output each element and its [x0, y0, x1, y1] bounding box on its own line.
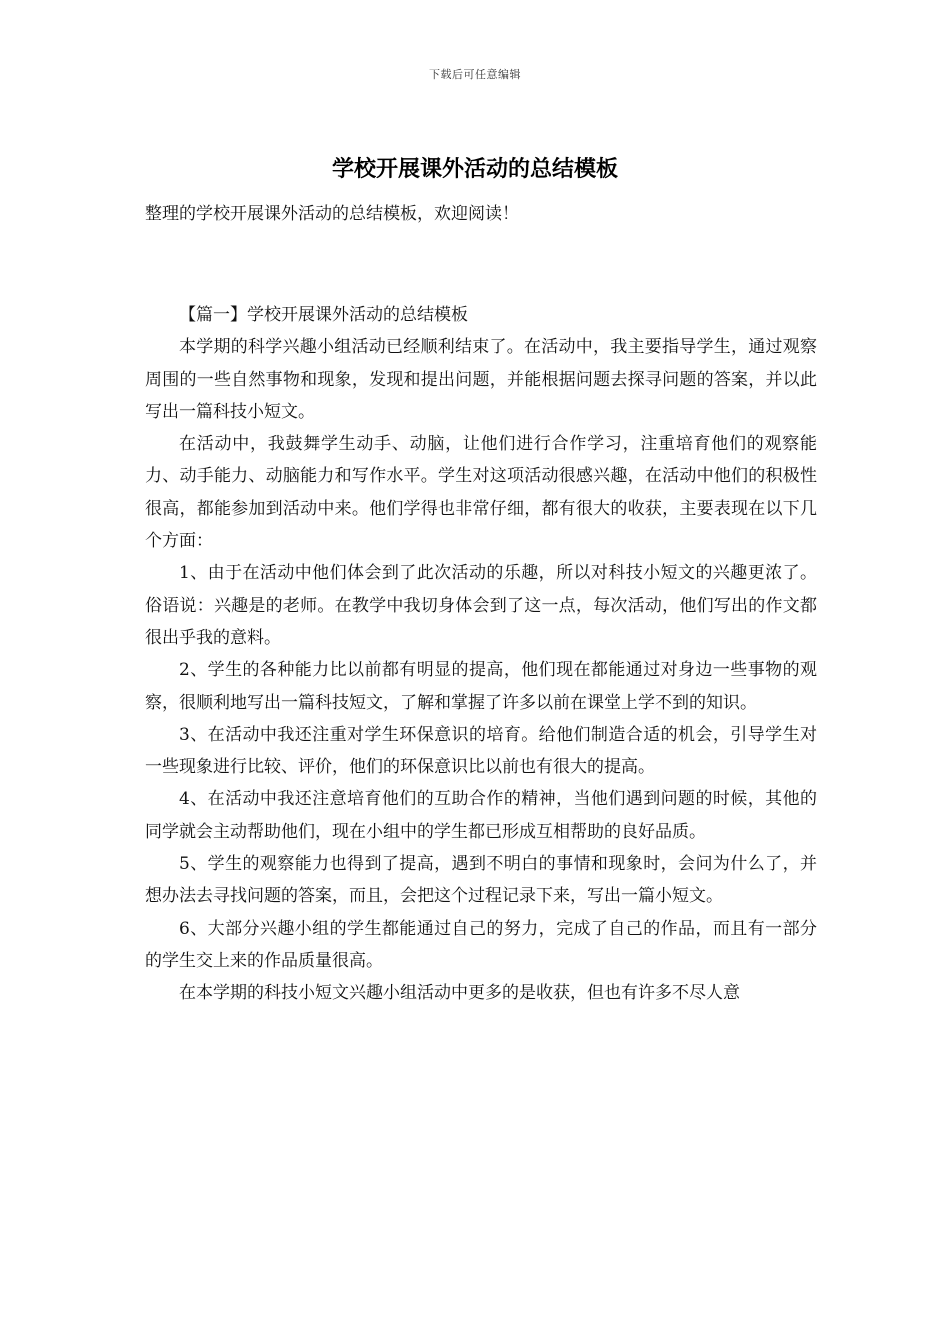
- document-body: [145, 299, 817, 1010]
- list-item-4: 4、在活动中我还注意培育他们的互助合作的精神，当他们遇到问题的时候，其他的同学就会主动帮助他们，现在小组中的学生都已形成互相帮助的良好品质。: [145, 789, 817, 842]
- document-title: 学校开展课外活动的总结模板: [331, 156, 618, 182]
- section-heading: 【篇一】学校开展课外活动的总结模板: [179, 305, 468, 325]
- page-header-note: 下载后可任意编辑: [429, 68, 521, 81]
- paragraph: 在本学期的科技小短文兴趣小组活动中更多的是收获，但也有许多不尽人意: [179, 983, 740, 1004]
- list-item-3: 3、在活动中我还注重对学生环保意识的培育。给他们制造合适的机会，引导学生对一些现象进行比较、评价，他们的环保意识比以前也有很大的提高。: [145, 724, 817, 778]
- list-item-5: 5、学生的观察能力也得到了提高，遇到不明白的事情和现象时，会问为什么了，并想办法去寻找问题的答案，而且，会把这个过程记录下来，写出一篇小短文。: [145, 854, 817, 907]
- paragraph: 本学期的科学兴趣小组活动已经顺利结束了。在活动中，我主要指导学生，通过观察周围的一些自然事物和现象，发现和提出问题，并能根据问题去探寻问题的答案，并以此写出一篇科技小短文。: [145, 337, 817, 422]
- list-item-6: 6、大部分兴趣小组的学生都能通过自己的努力，完成了自己的作品，而且有一部分的学生交上来的作品质量很高。: [145, 918, 817, 971]
- paragraph: 在活动中，我鼓舞学生动手、动脑，让他们进行合作学习，注重培育他们的观察能力、动手能力、动脑能力和写作水平。学生对这项活动很感兴趣，在活动中他们的积极性很高，都能参加到活动中来。他们学得也非常仔细，都有很大的收获，主要表现在以下几个方面：: [145, 434, 817, 552]
- list-item-1: 1、由于在活动中他们体会到了此次活动的乐趣，所以对科技小短文的兴趣更浓了。俗语说：兴趣是的老师。在教学中我切身体会到了这一点，每次活动，他们写出的作文都很出乎我的意料。: [145, 563, 817, 648]
- intro-line: 整理的学校开展课外活动的总结模板，欢迎阅读！: [145, 204, 519, 224]
- list-item-2: 2、学生的各种能力比以前都有明显的提高，他们现在都能通过对身边一些事物的观察，很顺利地写出一篇科技短文，了解和掌握了许多以前在课堂上学不到的知识。: [145, 660, 817, 713]
